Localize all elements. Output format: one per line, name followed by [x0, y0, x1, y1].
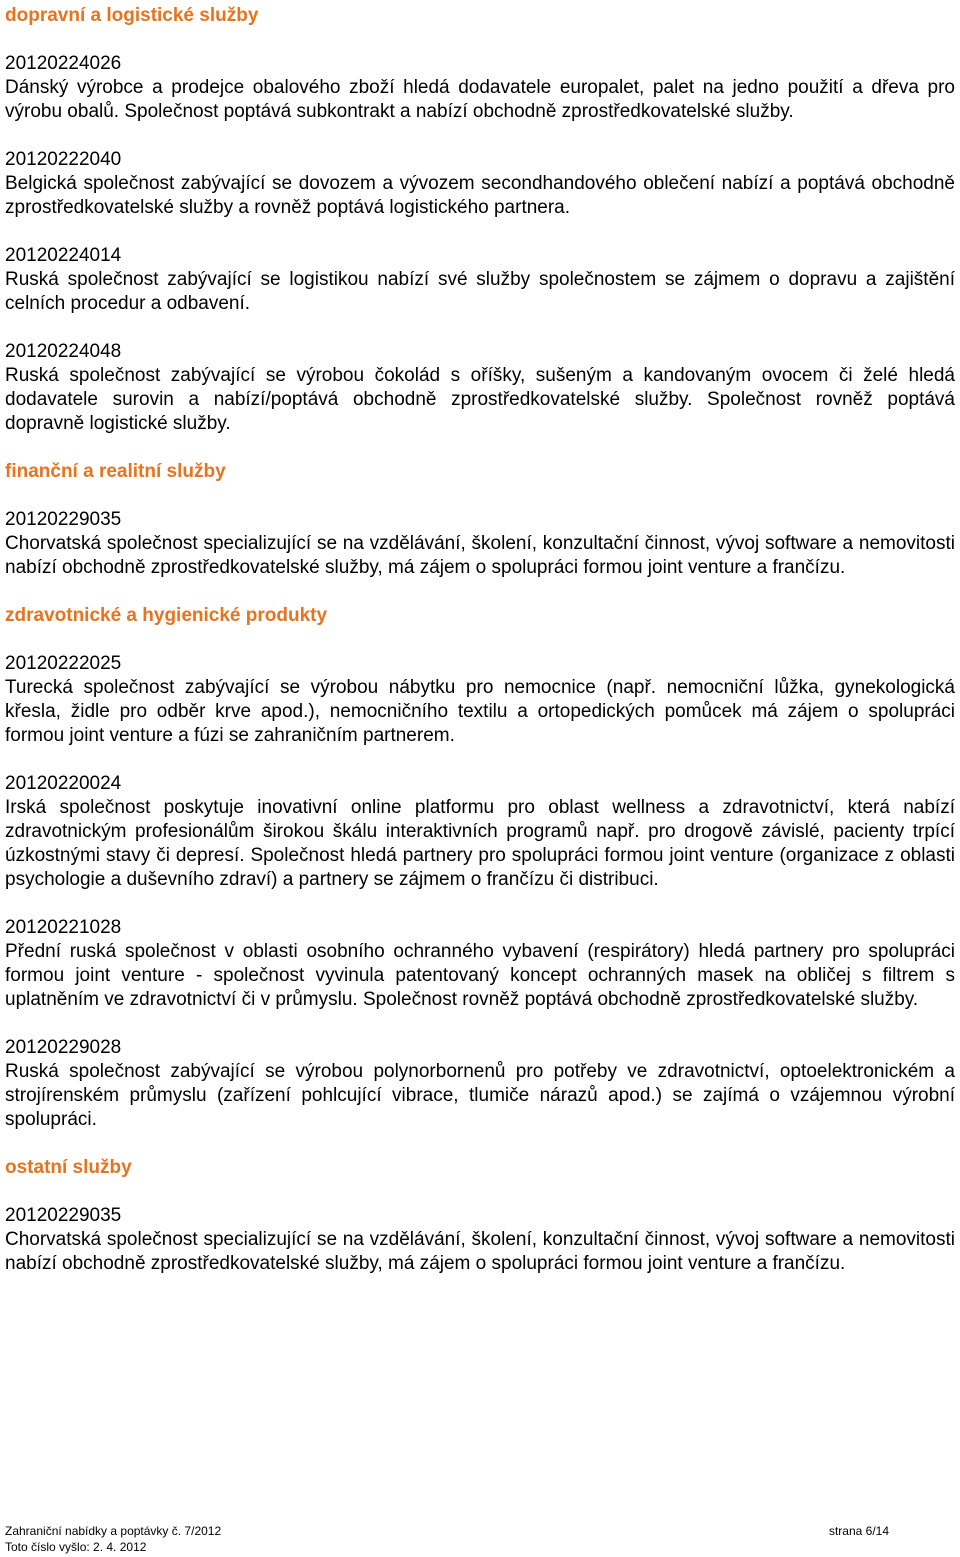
list-item	[5, 1204, 955, 1276]
section-other	[5, 1156, 955, 1276]
section-transport	[5, 4, 955, 436]
offer-id: 20120220024	[5, 773, 122, 794]
offer-text: Dánský výrobce a prodejce obalového zboží hledá dodavatele europalet, palet na jedno použití a dřeva pro výrobu obalů. Společnost poptává subkontrakt a nabízí obchodně zprostředkovatelské služby.	[5, 77, 955, 122]
offer-text: Ruská společnost zabývající se výrobou čokolád s oříšky, sušeným a kandovaným ovocem či želé hledá dodavatele surovin a nabízí/poptává obchodně zprostředkovatelské služby. Společnost rovněž poptává dopravně logistické služby.	[5, 365, 955, 434]
document-body	[5, 4, 955, 1300]
list-item	[5, 340, 955, 436]
list-item	[5, 508, 955, 580]
offer-id: 20120222040	[5, 149, 122, 170]
list-item	[5, 244, 955, 316]
offer-text: Turecká společnost zabývající se výrobou nábytku pro nemocnice (např. nemocniční lůžka, gynekologická křesla, židle pro odběr krve apod.), nemocničního textilu a ortopedických pomůcek má zájem o spolupráci formou joint venture a fúzi se zahraničním partnerem.	[5, 677, 955, 746]
page-footer	[5, 1523, 889, 1555]
offer-id: 20120222025	[5, 653, 122, 674]
offer-id: 20120229028	[5, 1037, 122, 1058]
section-title: ostatní služby	[5, 1157, 132, 1178]
offer-text: Chorvatská společnost specializující se na vzdělávání, školení, konzultační činnost, vývoj software a nemovitosti nabízí obchodně zprostředkovatelské služby, má zájem o spolupráci formou joint venture a frančízu.	[5, 533, 955, 578]
offer-text: Ruská společnost zabývající se výrobou polynorbornenů pro potřeby ve zdravotnictví, optoelektronickém a strojírenském průmyslu (zařízení pohlcující vibrace, tlumiče nárazů apod.) se zajímá o vzájemnou výrobní spolupráci.	[5, 1061, 955, 1130]
list-item	[5, 1036, 955, 1132]
offer-id: 20120229035	[5, 509, 122, 530]
offer-id: 20120224048	[5, 341, 122, 362]
offer-id: 20120221028	[5, 917, 122, 938]
offer-text: Chorvatská společnost specializující se na vzdělávání, školení, konzultační činnost, vývoj software a nemovitosti nabízí obchodně zprostředkovatelské služby, má zájem o spolupráci formou joint venture a frančízu.	[5, 1229, 955, 1274]
page-number: strana 6/14	[828, 1524, 889, 1538]
offer-text: Přední ruská společnost v oblasti osobního ochranného vybavení (respirátory) hledá partnery pro spolupráci formou joint venture - společnost vyvinula patentovaný koncept ochranných masek na obličej s filtrem s uplatněním ve zdravotnictví či v průmyslu. Společnost rovněž poptává obchodně zprostředkovatelské služby.	[5, 941, 955, 1010]
section-title: dopravní a logistické služby	[5, 5, 259, 26]
section-title: finanční a realitní služby	[5, 461, 226, 482]
issue-date: Toto číslo vyšlo: 2. 4. 2012	[5, 1540, 147, 1554]
offer-id: 20120224014	[5, 245, 122, 266]
section-title: zdravotnické a hygienické produkty	[5, 605, 328, 626]
list-item	[5, 772, 955, 892]
section-health	[5, 604, 955, 1132]
offer-id: 20120229035	[5, 1205, 122, 1226]
section-finance	[5, 460, 955, 580]
list-item	[5, 652, 955, 748]
offer-text: Irská společnost poskytuje inovativní online platformu pro oblast wellness a zdravotnictví, která nabízí zdravotnickým profesionálům širokou škálu interaktivních programů např. pro drogově závislé, pacienty trpící úzkostnými stavy či depresí. Společnost hledá partnery pro spolupráci formou joint venture (organizace z oblasti psychologie a duševního zdraví) a partnery se zájmem o frančízu či distribuci.	[5, 797, 955, 890]
offer-id: 20120224026	[5, 53, 122, 74]
offer-text: Belgická společnost zabývající se dovozem a vývozem secondhandového oblečení nabízí a poptává obchodně zprostředkovatelské služby a rovněž poptává logistického partnera.	[5, 173, 955, 218]
list-item	[5, 52, 955, 124]
offer-text: Ruská společnost zabývající se logistikou nabízí své služby společnostem se zájmem o dopravu a zajištění celních procedur a odbavení.	[5, 269, 955, 314]
list-item	[5, 148, 955, 220]
list-item	[5, 916, 955, 1012]
publication-title: Zahraniční nabídky a poptávky č. 7/2012	[5, 1524, 222, 1538]
